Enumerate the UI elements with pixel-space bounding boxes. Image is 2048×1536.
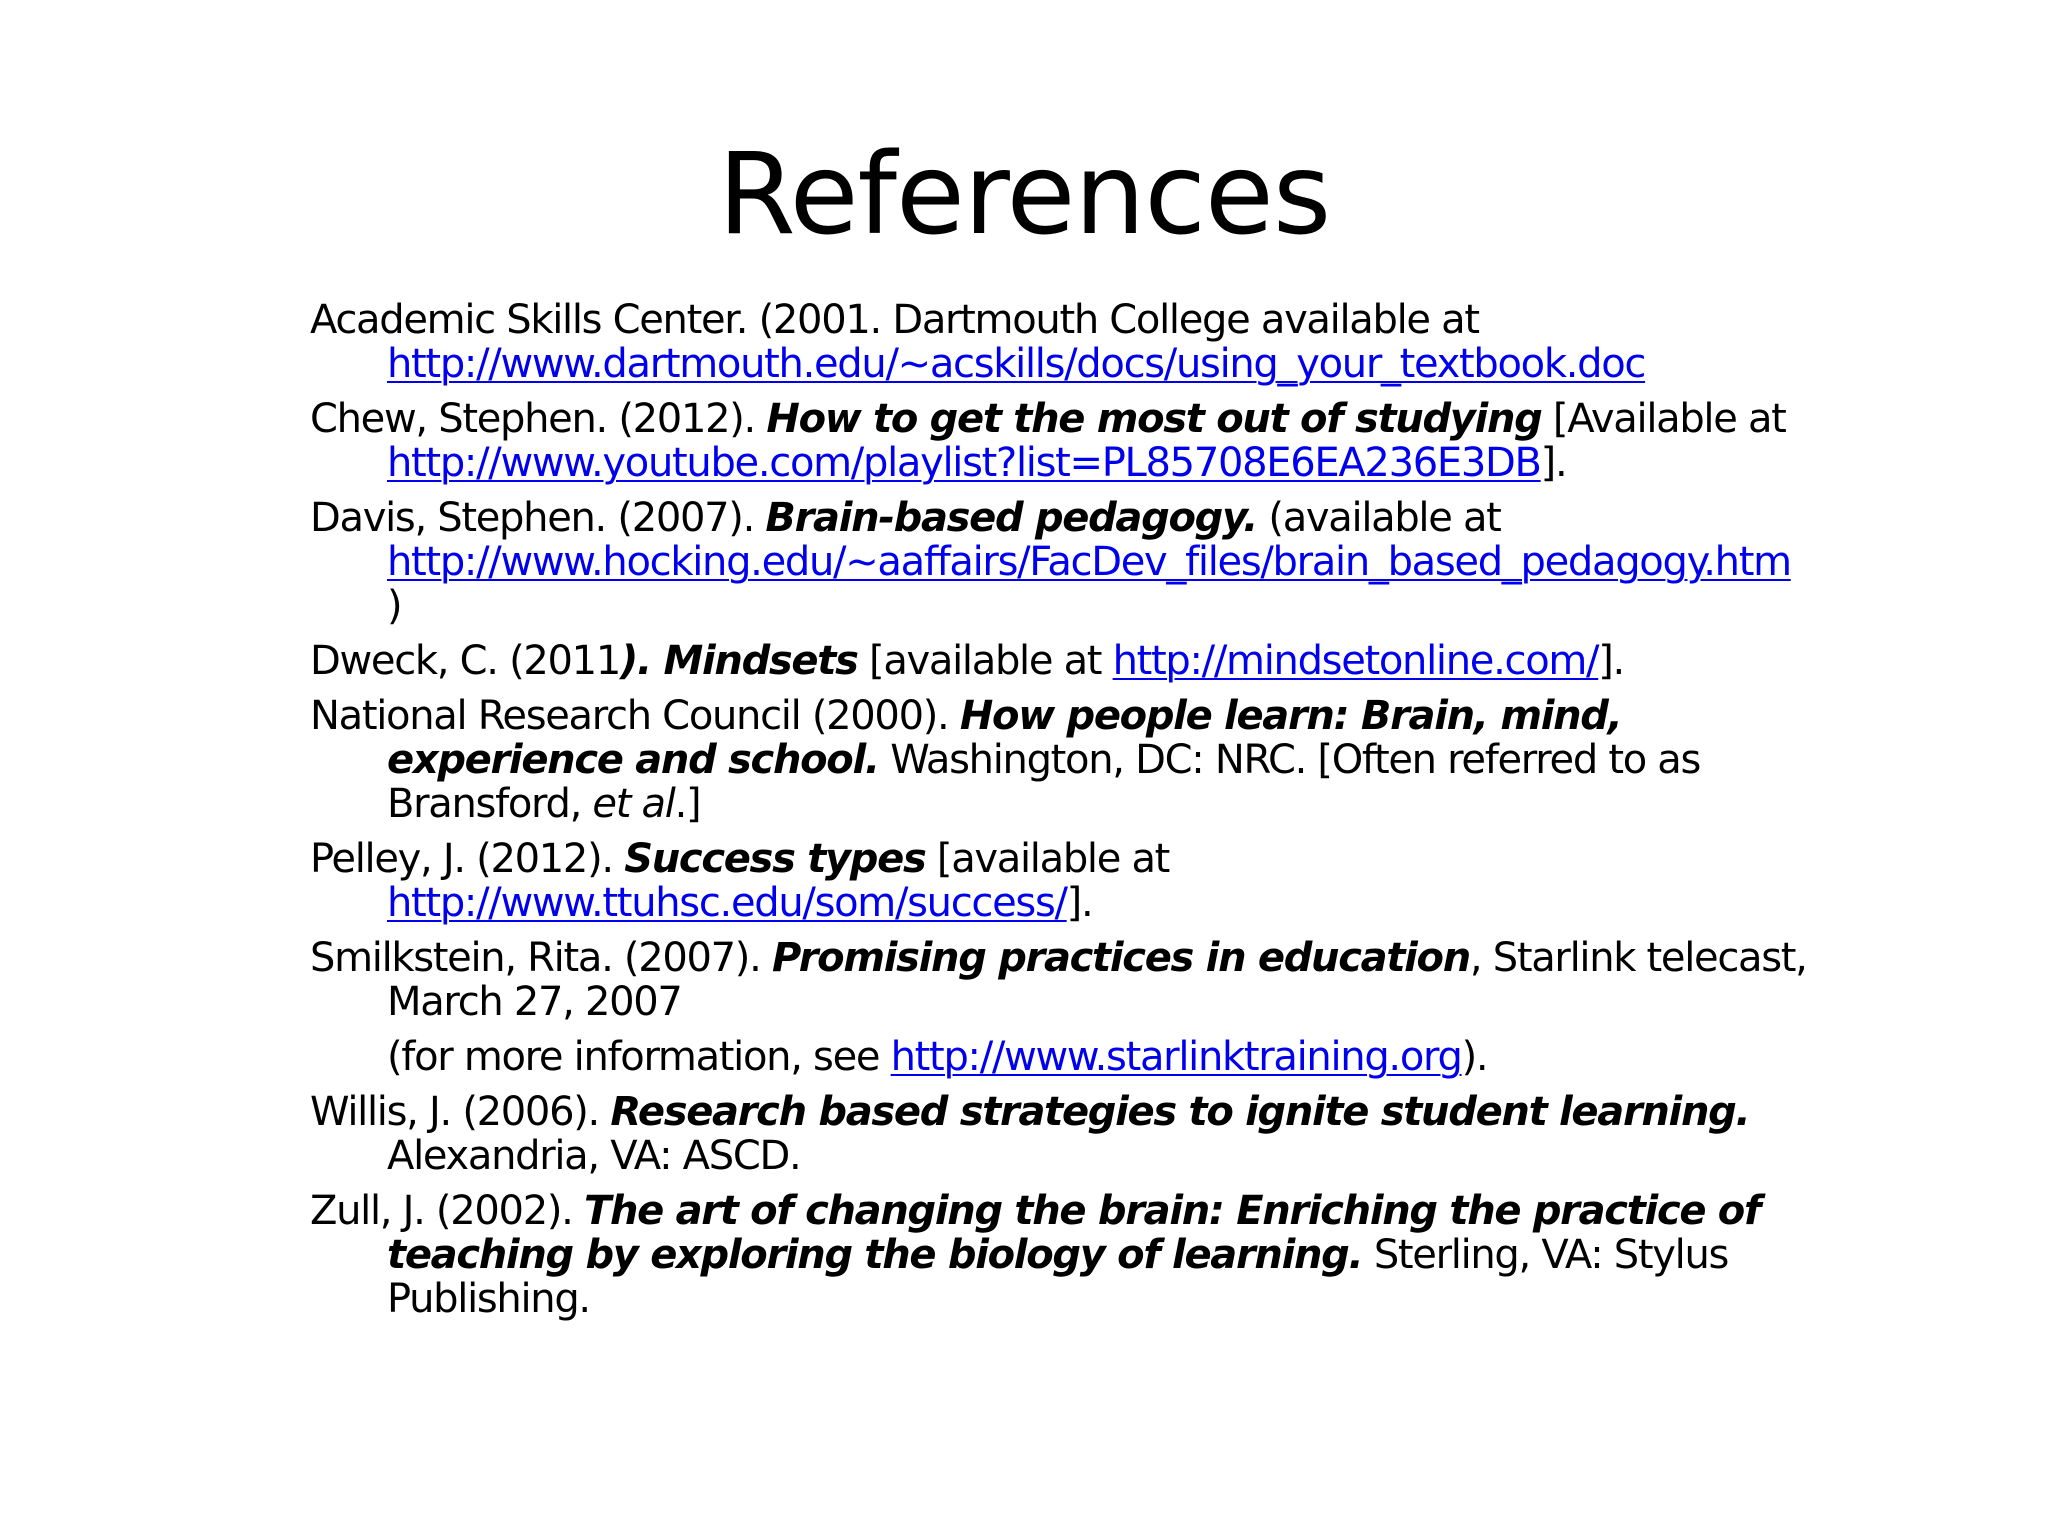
reference-italic-text: et al (592, 781, 675, 827)
reference-author: Chew, Stephen. (2012). (310, 396, 767, 442)
reference-text: ). (1461, 1034, 1488, 1080)
reference-text: Washington, DC: NRC. [Often referred to as Bransford, (387, 737, 1701, 827)
reference-author: Academic Skills Center. (2001. Dartmouth College available at (310, 297, 1479, 343)
reference-title: Promising practices in education (771, 935, 1470, 981)
reference-item-zull (310, 1189, 1830, 1321)
reference-item-dweck (310, 639, 1830, 683)
reference-title: Success types (624, 836, 926, 882)
reference-item-national-research-council (310, 694, 1830, 826)
reference-text: [available at (925, 836, 1170, 882)
reference-title: Research based strategies to ignite student learning. (610, 1089, 1750, 1135)
reference-item-academic-skills-center (310, 298, 1830, 386)
reference-title: How people learn: Brain, mind, experience and school. (387, 693, 1622, 783)
reference-text: [Available at (1541, 396, 1786, 442)
reference-item-chew (310, 397, 1830, 485)
reference-item-davis (310, 496, 1830, 628)
reference-text: [available at (857, 638, 1113, 684)
reference-list (310, 298, 1830, 1332)
reference-text: (for more information, see (387, 1034, 891, 1080)
reference-text: (available at (1256, 495, 1501, 541)
reference-link[interactable]: http://www.dartmouth.edu/~acskills/docs/using_your_textbook.doc (387, 341, 1646, 387)
reference-title: The art of changing the brain: Enriching the practice of teaching by exploring the biology of learning. (387, 1188, 1761, 1278)
reference-text: ]. (1598, 638, 1624, 684)
reference-title: Brain-based pedagogy. (765, 495, 1257, 541)
reference-text: .] (674, 781, 701, 827)
reference-link[interactable]: http://mindsetonline.com/ (1112, 638, 1599, 684)
reference-text: ) (387, 583, 402, 629)
reference-author: Davis, Stephen. (2007). (310, 495, 766, 541)
reference-author: National Research Council (2000). (310, 693, 960, 739)
reference-author: Willis, J. (2006). (310, 1089, 611, 1135)
reference-title: ). Mindsets (619, 638, 858, 684)
reference-author: Dweck, C. (2011 (310, 638, 620, 684)
reference-item-willis (310, 1090, 1830, 1178)
reference-item-smilkstein-continued (310, 1035, 1830, 1079)
reference-text: Sterling, VA: Stylus Publishing. (387, 1232, 1729, 1322)
reference-link[interactable]: http://www.youtube.com/playlist?list=PL85708E6EA236E3DB (387, 440, 1541, 486)
reference-item-smilkstein (310, 936, 1830, 1024)
reference-author: Zull, J. (2002). (310, 1188, 584, 1234)
reference-author: Smilkstein, Rita. (2007). (310, 935, 772, 981)
slide-title: References (717, 130, 1331, 260)
reference-link[interactable]: http://www.ttuhsc.edu/som/success/ (387, 880, 1067, 926)
reference-title: How to get the most out of studying (766, 396, 1542, 442)
reference-text: ]. (1066, 880, 1093, 926)
reference-text: , Starlink telecast, March 27, 2007 (387, 935, 1807, 1025)
reference-author: Pelley, J. (2012). (310, 836, 625, 882)
reference-link[interactable]: http://www.starlinktraining.org (890, 1034, 1462, 1080)
reference-text: Alexandria, VA: ASCD. (387, 1133, 801, 1179)
reference-item-pelley (310, 837, 1830, 925)
reference-link[interactable]: http://www.hocking.edu/~aaffairs/FacDev_files/brain_based_pedagogy.htm (387, 539, 1791, 585)
reference-text: ]. (1540, 440, 1567, 486)
